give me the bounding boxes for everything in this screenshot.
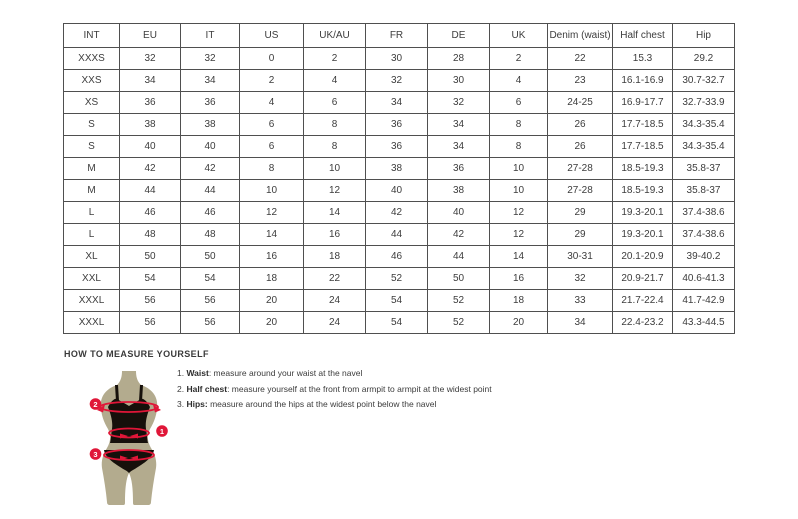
table-cell: 38 [181, 114, 240, 136]
table-cell: 56 [120, 290, 181, 312]
table-cell: 27-28 [548, 180, 613, 202]
table-cell: 20.1-20.9 [613, 246, 673, 268]
table-cell: 12 [490, 202, 548, 224]
table-cell: 37.4-38.6 [673, 224, 735, 246]
table-cell: 48 [120, 224, 181, 246]
table-cell: 34 [181, 70, 240, 92]
table-row [64, 180, 735, 202]
table-cell: 46 [366, 246, 428, 268]
column-header: EU [120, 24, 181, 48]
table-cell: S [64, 136, 120, 158]
table-cell: 10 [304, 158, 366, 180]
table-cell: 6 [490, 92, 548, 114]
table-cell: 26 [548, 136, 613, 158]
svg-text:2: 2 [93, 399, 98, 409]
table-cell: 22.4-23.2 [613, 312, 673, 334]
table-cell: 43.3-44.5 [673, 312, 735, 334]
measure-step: 1. Waist: measure around your waist at the navel [177, 368, 363, 378]
table-cell: 34 [366, 92, 428, 114]
mannequin-illustration [86, 371, 172, 507]
table-cell: 16.1-16.9 [613, 70, 673, 92]
table-cell: 54 [181, 268, 240, 290]
table-cell: 10 [490, 180, 548, 202]
table-cell: 38 [428, 180, 490, 202]
table-cell: 12 [490, 224, 548, 246]
table-cell: M [64, 158, 120, 180]
table-cell: 32 [120, 48, 181, 70]
table-cell: 36 [428, 158, 490, 180]
table-cell: 16 [490, 268, 548, 290]
table-cell: 42 [120, 158, 181, 180]
table-cell: 44 [366, 224, 428, 246]
table-cell: 50 [428, 268, 490, 290]
table-cell: 27-28 [548, 158, 613, 180]
table-cell: 4 [240, 92, 304, 114]
table-cell: 56 [181, 312, 240, 334]
table-cell: 28 [428, 48, 490, 70]
table-cell: 30 [366, 48, 428, 70]
table-cell: 6 [240, 136, 304, 158]
table-cell: 37.4-38.6 [673, 202, 735, 224]
table-cell: 30 [428, 70, 490, 92]
table-cell: 19.3-20.1 [613, 224, 673, 246]
table-cell: 22 [548, 48, 613, 70]
table-cell: 42 [181, 158, 240, 180]
table-row [64, 48, 735, 70]
table-cell: 2 [304, 48, 366, 70]
table-cell: 34.3-35.4 [673, 114, 735, 136]
column-header: US [240, 24, 304, 48]
table-cell: 36 [366, 114, 428, 136]
table-cell: 56 [181, 290, 240, 312]
table-cell: 20.9-21.7 [613, 268, 673, 290]
table-row [64, 202, 735, 224]
table-cell: 16 [240, 246, 304, 268]
table-cell: 36 [366, 136, 428, 158]
table-cell: 14 [304, 202, 366, 224]
table-cell: 32 [548, 268, 613, 290]
table-cell: 52 [366, 268, 428, 290]
table-cell: 17.7-18.5 [613, 136, 673, 158]
table-row [64, 70, 735, 92]
table-cell: 4 [490, 70, 548, 92]
table-cell: 40 [428, 202, 490, 224]
table-cell: 8 [490, 114, 548, 136]
table-cell: 34 [120, 70, 181, 92]
table-cell: 26 [548, 114, 613, 136]
table-cell: 14 [240, 224, 304, 246]
table-cell: 8 [304, 136, 366, 158]
table-cell: 24-25 [548, 92, 613, 114]
column-header: INT [64, 24, 120, 48]
table-cell: 44 [428, 246, 490, 268]
table-cell: 46 [181, 202, 240, 224]
table-cell: 34 [428, 136, 490, 158]
table-cell: 14 [490, 246, 548, 268]
table-cell: L [64, 224, 120, 246]
table-cell: 44 [120, 180, 181, 202]
table-cell: 41.7-42.9 [673, 290, 735, 312]
table-cell: 30-31 [548, 246, 613, 268]
column-header: FR [366, 24, 428, 48]
table-cell: 8 [490, 136, 548, 158]
table-cell: 39-40.2 [673, 246, 735, 268]
table-cell: 21.7-22.4 [613, 290, 673, 312]
table-cell: 12 [240, 202, 304, 224]
table-cell: 0 [240, 48, 304, 70]
size-table-body [64, 48, 735, 334]
table-cell: 56 [120, 312, 181, 334]
table-cell: 20 [240, 312, 304, 334]
column-header: UK [490, 24, 548, 48]
table-cell: 52 [428, 290, 490, 312]
table-cell: XXS [64, 70, 120, 92]
table-cell: 48 [181, 224, 240, 246]
table-cell: 35.8-37 [673, 158, 735, 180]
table-cell: 16 [304, 224, 366, 246]
table-cell: 8 [304, 114, 366, 136]
measure-step: 2. Half chest: measure yourself at the front from armpit to armpit at the widest point [177, 383, 492, 394]
table-cell: 54 [366, 290, 428, 312]
table-cell: 46 [120, 202, 181, 224]
table-cell: 6 [240, 114, 304, 136]
table-cell: 38 [366, 158, 428, 180]
table-cell: 15.3 [613, 48, 673, 70]
table-cell: 34 [548, 312, 613, 334]
table-cell: 19.3-20.1 [613, 202, 673, 224]
table-cell: XXXL [64, 312, 120, 334]
table-cell: XXL [64, 268, 120, 290]
table-cell: S [64, 114, 120, 136]
table-cell: 42 [428, 224, 490, 246]
size-chart-table [63, 23, 735, 334]
table-cell: M [64, 180, 120, 202]
table-cell: 24 [304, 312, 366, 334]
table-cell: 20 [490, 312, 548, 334]
table-cell: 54 [366, 312, 428, 334]
table-cell: 4 [304, 70, 366, 92]
table-cell: 34 [428, 114, 490, 136]
column-header: UK/AU [304, 24, 366, 48]
table-cell: 18.5-19.3 [613, 158, 673, 180]
table-row [64, 246, 735, 268]
svg-text:1: 1 [159, 426, 165, 436]
table-cell: 10 [490, 158, 548, 180]
table-row [64, 92, 735, 114]
table-cell: 6 [304, 92, 366, 114]
column-header: Half chest [613, 24, 673, 48]
table-cell: 23 [548, 70, 613, 92]
table-row [64, 114, 735, 136]
table-cell: XS [64, 92, 120, 114]
table-cell: 29 [548, 224, 613, 246]
table-cell: 50 [120, 246, 181, 268]
svg-text:3: 3 [93, 449, 98, 459]
table-cell: 12 [304, 180, 366, 202]
table-cell: 38 [120, 114, 181, 136]
table-row [64, 136, 735, 158]
table-cell: 2 [240, 70, 304, 92]
table-cell: XXXL [64, 290, 120, 312]
table-cell: 54 [120, 268, 181, 290]
table-cell: 8 [240, 158, 304, 180]
table-cell: 32 [366, 70, 428, 92]
table-cell: 35.8-37 [673, 180, 735, 202]
table-cell: 20 [240, 290, 304, 312]
column-header: Denim (waist) [548, 24, 613, 48]
table-cell: XXXS [64, 48, 120, 70]
table-header-row [64, 24, 735, 48]
table-cell: 44 [181, 180, 240, 202]
table-cell: 30.7-32.7 [673, 70, 735, 92]
table-cell: 18 [304, 246, 366, 268]
column-header: DE [428, 24, 490, 48]
table-cell: 40 [120, 136, 181, 158]
table-cell: 40.6-41.3 [673, 268, 735, 290]
table-cell: 24 [304, 290, 366, 312]
measure-steps [177, 369, 492, 416]
how-to-measure-title: HOW TO MEASURE YOURSELF [64, 349, 209, 359]
table-cell: 34.3-35.4 [673, 136, 735, 158]
badge-hips [90, 448, 102, 460]
table-cell: 50 [181, 246, 240, 268]
table-cell: 36 [181, 92, 240, 114]
badge-chest [90, 398, 102, 410]
table-cell: L [64, 202, 120, 224]
table-cell: 33 [548, 290, 613, 312]
column-header: Hip [673, 24, 735, 48]
column-header: IT [181, 24, 240, 48]
table-row [64, 224, 735, 246]
table-cell: 40 [181, 136, 240, 158]
table-row [64, 268, 735, 290]
table-cell: 17.7-18.5 [613, 114, 673, 136]
table-cell: 18 [240, 268, 304, 290]
table-cell: 2 [490, 48, 548, 70]
table-cell: 18 [490, 290, 548, 312]
measure-step: 3. Hips: measure around the hips at the widest point below the navel [177, 399, 437, 409]
table-cell: 10 [240, 180, 304, 202]
table-cell: XL [64, 246, 120, 268]
table-cell: 18.5-19.3 [613, 180, 673, 202]
table-cell: 40 [366, 180, 428, 202]
badge-waist [156, 425, 168, 437]
table-cell: 32 [428, 92, 490, 114]
table-row [64, 158, 735, 180]
table-cell: 36 [120, 92, 181, 114]
table-cell: 32.7-33.9 [673, 92, 735, 114]
table-cell: 22 [304, 268, 366, 290]
table-cell: 32 [181, 48, 240, 70]
table-cell: 29.2 [673, 48, 735, 70]
table-cell: 29 [548, 202, 613, 224]
table-row [64, 290, 735, 312]
table-cell: 52 [428, 312, 490, 334]
table-cell: 42 [366, 202, 428, 224]
table-row [64, 312, 735, 334]
table-cell: 16.9-17.7 [613, 92, 673, 114]
